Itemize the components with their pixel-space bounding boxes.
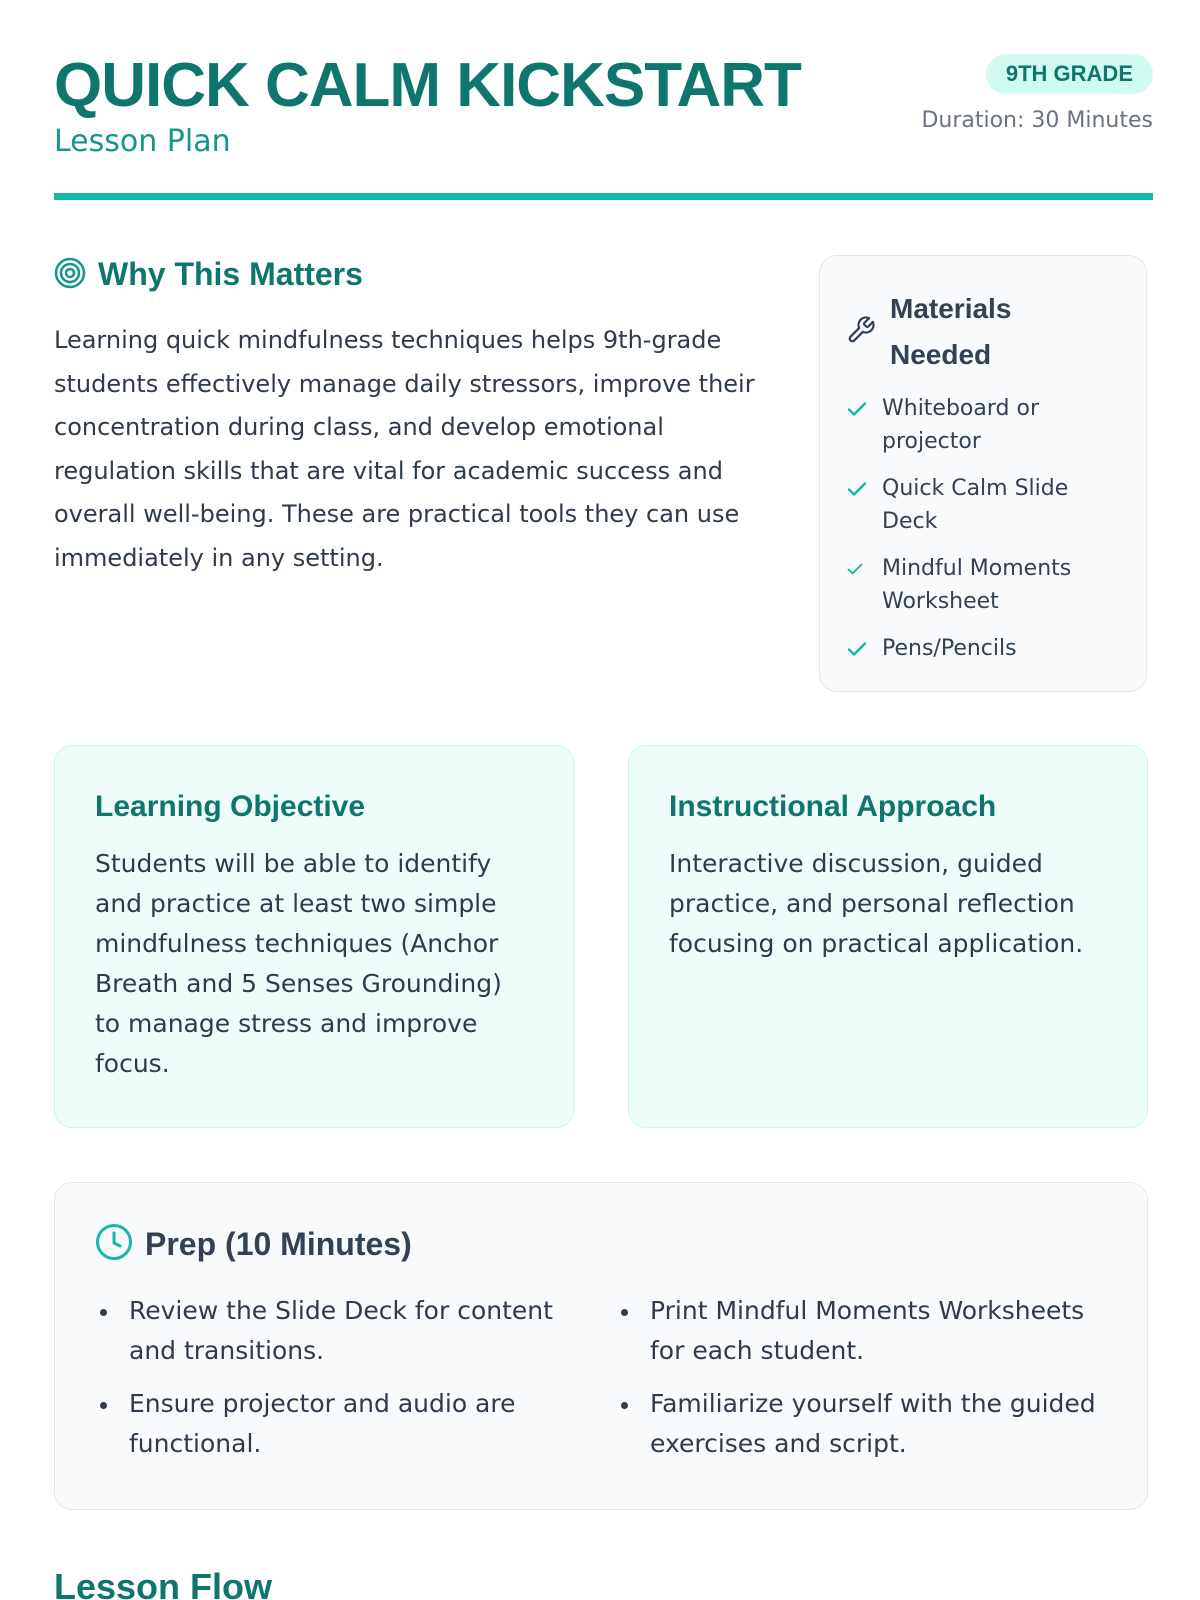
learning-objective-card	[54, 745, 574, 1128]
prep-list	[95, 1291, 1107, 1477]
check-icon	[846, 472, 870, 505]
approach-text: Interactive discussion, guided practice, and personal reflection focusing on practical application.	[669, 849, 1084, 958]
prep-card	[54, 1182, 1148, 1510]
objective-title: Learning Objective	[95, 790, 366, 823]
approach-title: Instructional Approach	[669, 790, 997, 823]
prep-column-right	[616, 1291, 1107, 1477]
list-item	[846, 472, 1120, 538]
why-title: Why This Matters	[98, 256, 363, 292]
grade-badge: 9TH GRADE	[986, 54, 1153, 94]
check-icon	[846, 632, 870, 665]
list-item: Print Mindful Moments Worksheets for each student.	[616, 1291, 1107, 1371]
clock-icon	[95, 1223, 133, 1265]
material-label: Pens/Pencils	[882, 636, 1017, 661]
lesson-flow-title: Lesson Flow	[54, 1566, 273, 1600]
material-label: Whiteboard or projector	[882, 396, 1039, 454]
check-icon	[846, 392, 870, 425]
materials-card	[819, 255, 1147, 692]
objective-text: Students will be able to identify and practice at least two simple mindfulness techniques (Anchor Breath and 5 Senses Grounding) to manage stress and improve focus.	[95, 849, 502, 1078]
instructional-approach-card	[628, 745, 1148, 1128]
materials-title: Materials Needed	[890, 293, 1012, 370]
duration-label: Duration: 30 Minutes	[921, 108, 1153, 133]
check-icon	[846, 552, 870, 585]
why-this-matters-section	[54, 256, 764, 580]
list-item	[846, 552, 1120, 618]
prep-title: Prep (10 Minutes)	[145, 1225, 412, 1262]
list-item	[846, 392, 1120, 458]
list-item: Familiarize yourself with the guided exercises and script.	[616, 1384, 1107, 1464]
list-item	[846, 632, 1120, 665]
wrench-icon	[846, 315, 876, 349]
page-subtitle: Lesson Plan	[54, 124, 231, 159]
materials-list	[846, 392, 1120, 665]
why-text: Learning quick mindfulness techniques helps 9th-grade students effectively manage daily stressors, improve their concentration during class, and develop emotional regulation skills that are vital for academic success and overall well-being. These are practical tools they can use immediately in any setting.	[54, 326, 755, 572]
material-label: Mindful Moments Worksheet	[882, 556, 1072, 614]
prep-column-left	[95, 1291, 586, 1477]
list-item: Ensure projector and audio are functional.	[95, 1384, 586, 1464]
list-item: Review the Slide Deck for content and transitions.	[95, 1291, 586, 1371]
material-label: Quick Calm Slide Deck	[882, 476, 1069, 534]
target-icon	[54, 257, 86, 293]
header	[54, 0, 1153, 200]
header-divider	[54, 193, 1153, 200]
page-title: QUICK CALM KICKSTART	[54, 51, 801, 120]
